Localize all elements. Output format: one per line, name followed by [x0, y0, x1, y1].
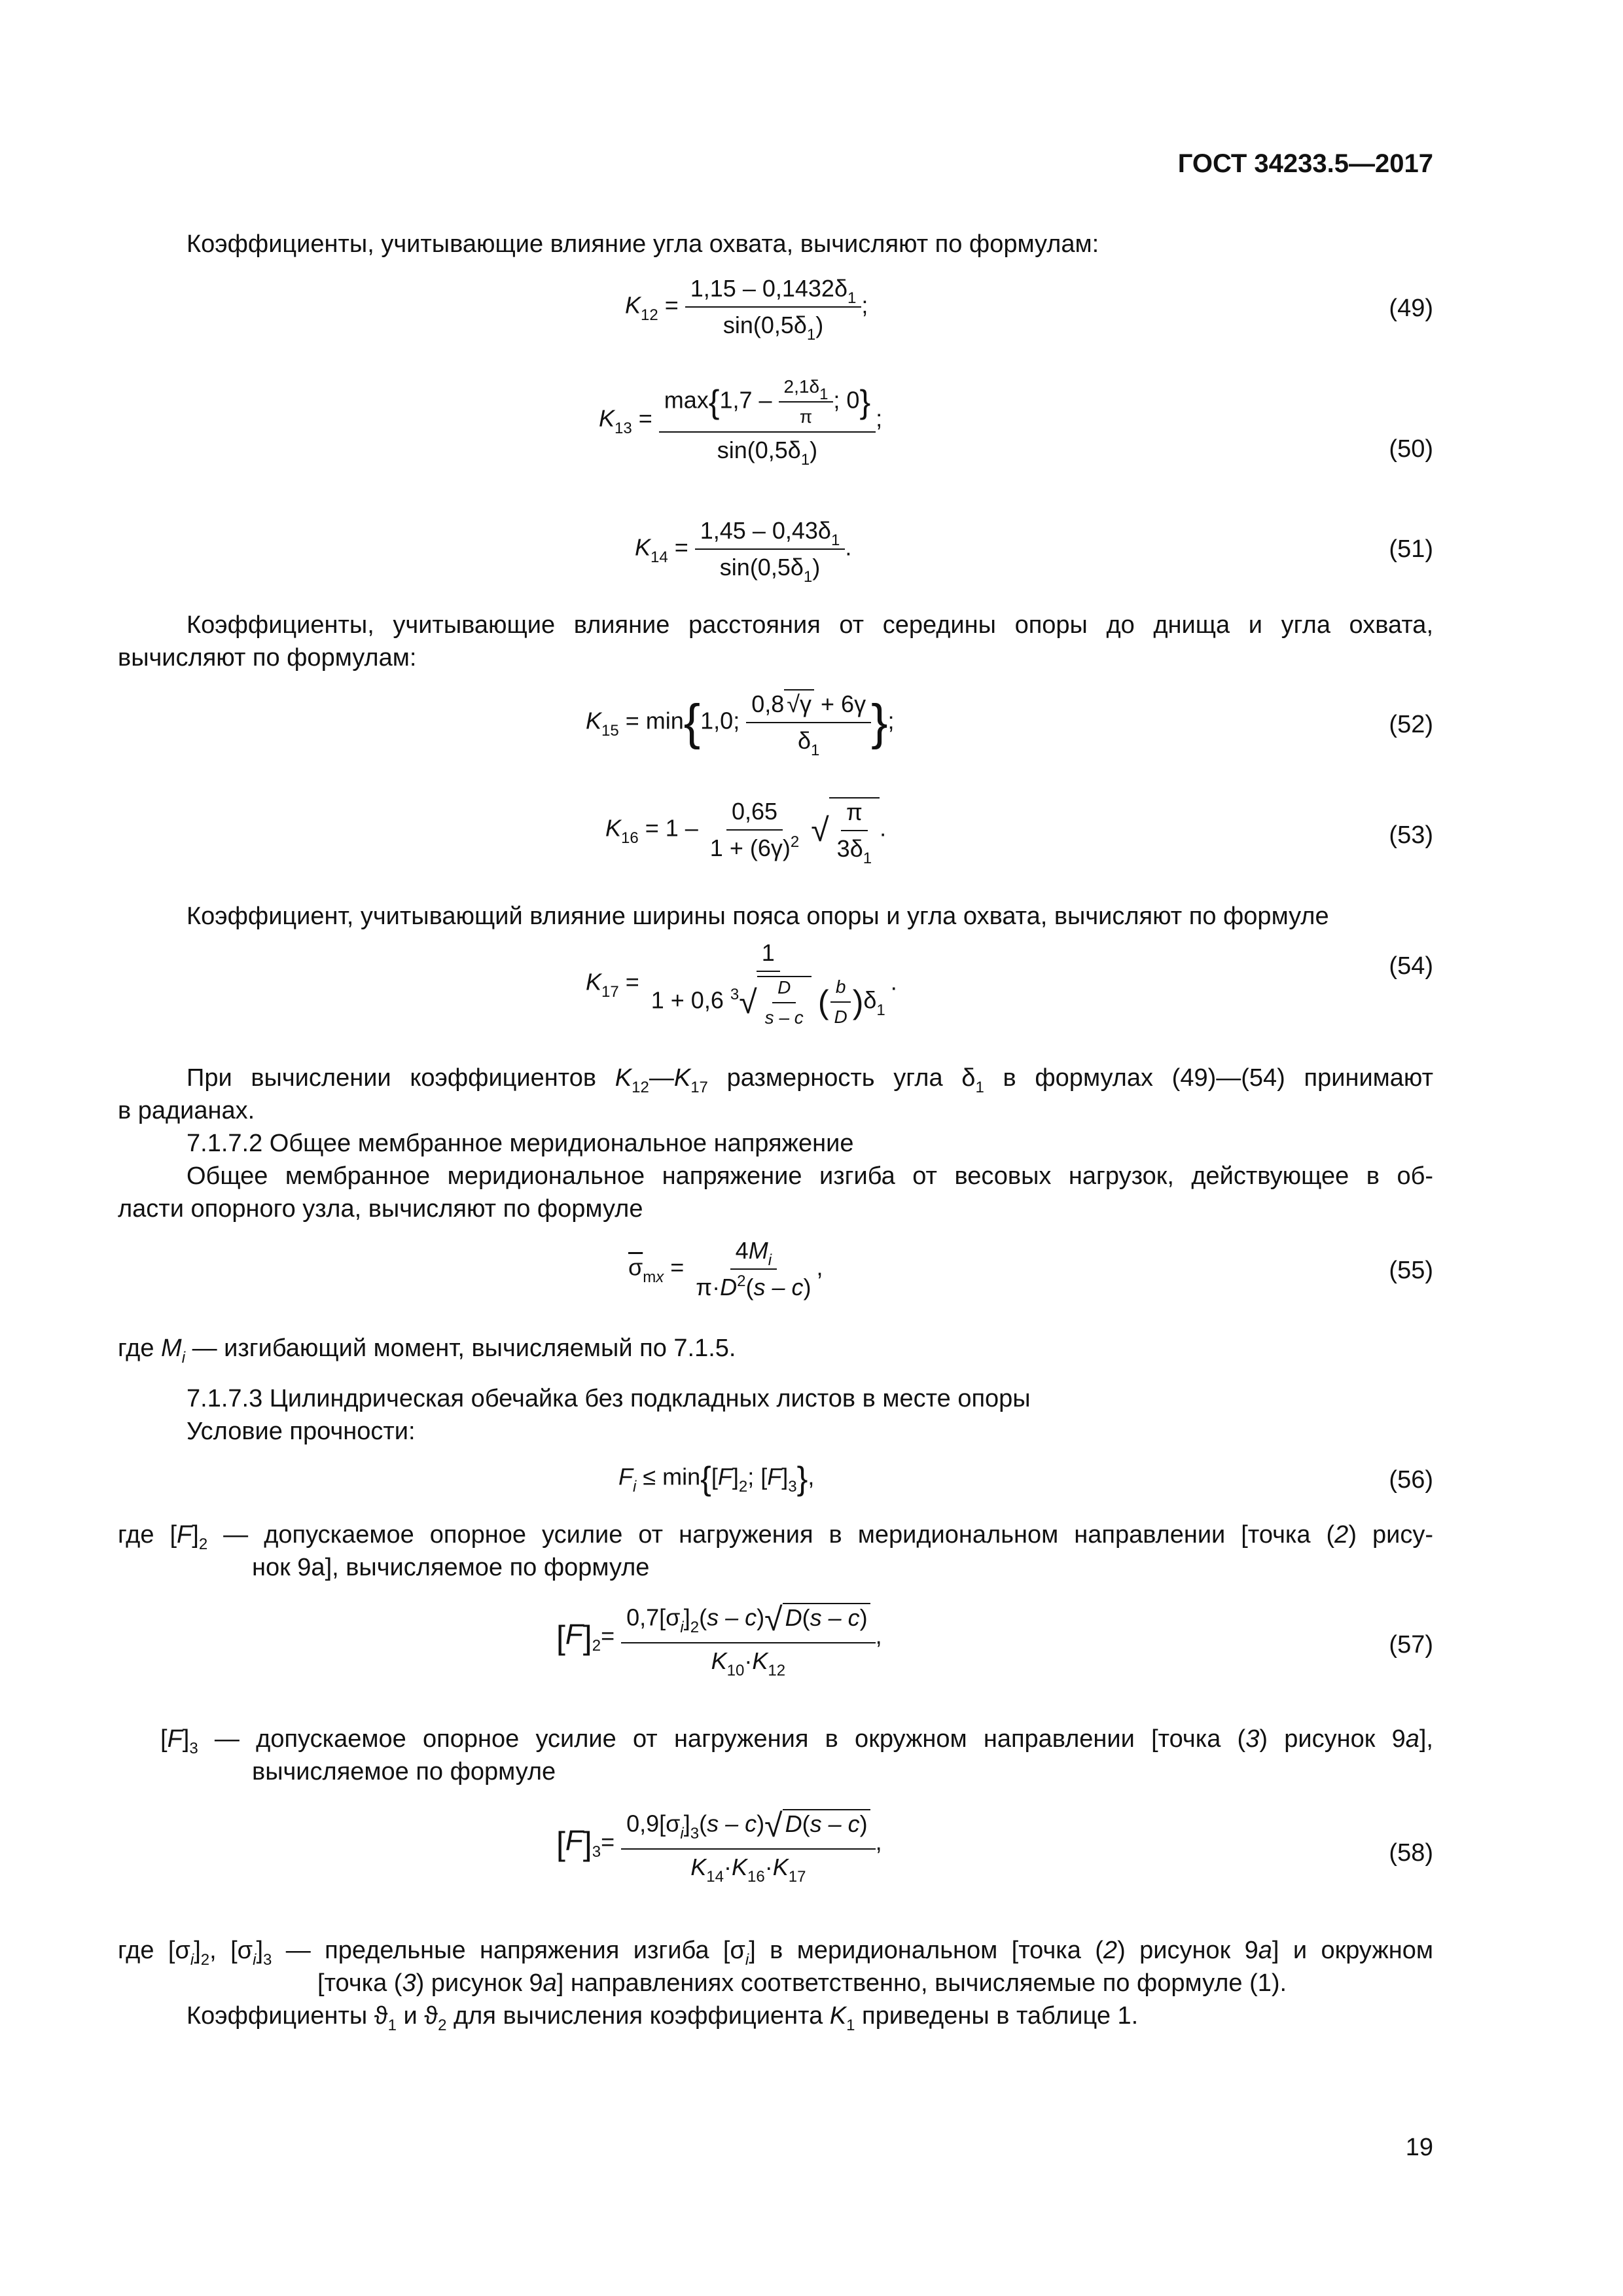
paragraph-radians-2: в радианах. — [118, 1097, 255, 1124]
paragraph-moment-definition: где $M_i$ — изгибающий момент, вычисляемый по 7.1.5. — [118, 1335, 736, 1367]
formula-56: $F_i \le \min\{[F]_2$; $[F]_3$}, — [618, 1460, 815, 1497]
equation-number-55: (55) — [1389, 1257, 1433, 1284]
paragraph-distance-coefficients-1: Коэффициенты, учитывающие влияние расстояния от середины опоры до днища и угла охвата, — [187, 611, 1433, 639]
formula-55: $\overline{\sigma}_{mx}$ = $\frac{4M_i}{\pi\cdot D^2(s - c)}$ , — [628, 1237, 823, 1300]
paragraph-membrane-stress-1: Общее мембранное меридиональное напряжение изгиба от весовых нагрузок, действующее в об- — [187, 1162, 1433, 1190]
equation-number-54: (54) — [1389, 952, 1433, 980]
paragraph-table-reference: Коэффициенты $ϑ_1$ и $ϑ_2$ для вычисления коэффициента $K_1$ приведены в таблице 1. — [187, 2002, 1139, 2034]
equation-number-57: (57) — [1389, 1631, 1433, 1659]
paragraph-stress-limits-1: где $[\sigma_i]_2$, $[\sigma_i]_3$ — предельные напряжения изгиба $[\sigma_i]$ в меридиональном [точка (2) рисунок 9а] и окружном — [118, 1937, 1434, 1969]
formula-49: $K_{12}$ = $\frac{1,15 - 0,1432\delta_1}{\sin(0,5\delta_1)}$ ; — [625, 275, 868, 344]
formula-57: $[F]_2=$ $\frac{0,7[\sigma_i]_2(s - c)√ D(s - c)}{K_{10}\cdot K_{12}}$ , — [556, 1601, 882, 1679]
paragraph-f3-definition-1: $[F]_3$ — допускаемое опорное усилие от нагружения в окружном направлении [точка (3) рисунок 9а], — [160, 1725, 1433, 1757]
equation-number-56: (56) — [1389, 1466, 1433, 1494]
paragraph-stress-limits-2: [точка (3) рисунок 9а] направлениях соответственно, вычисляемые по формуле (1). — [317, 1969, 1287, 1997]
equation-number-49: (49) — [1389, 295, 1433, 322]
formula-50: $K_{13}$ = max{1,7 – $\frac{2,1\delta 1}{\pi}$ ; 0} $\sin(0,5\delta_1)$ ; — [599, 376, 883, 469]
formula-51: $K_{14}$ = $\frac{1,45 - 0,43\delta_1}{\sin(0,5\delta_1)}$ . — [635, 517, 852, 586]
page-number: 19 — [1405, 2134, 1433, 2161]
formula-58: $[F]_3=$ $\frac{0,9[\sigma_i]_3(s - c)√ D(s - c)}{K_{14}\cdot K_{16}\cdot K_{17}}$ , — [556, 1807, 882, 1886]
standard-header: ГОСТ 34233.5—2017 — [1177, 149, 1433, 178]
section-heading-7-1-7-2: 7.1.7.2 Общее мембранное меридиональное напряжение — [187, 1130, 854, 1157]
paragraph-distance-coefficients-2: вычисляют по формулам: — [118, 644, 417, 672]
paragraph-membrane-stress-2: ласти опорного узла, вычисляют по формуле — [118, 1195, 643, 1223]
formula-53: $K_{16} = 1$ – $\frac{0,65}{1 + (6\gamma)^2}$ √ $\frac{\pi}{3\delta_1}$ . — [605, 798, 887, 867]
section-heading-7-1-7-3: 7.1.7.3 Цилиндрическая обечайка без подкладных листов в месте опоры — [187, 1385, 1031, 1412]
paragraph-f3-definition-2: вычисляемое по формуле — [252, 1758, 556, 1785]
paragraph-f2-definition-1: где $[F]_2$ — допускаемое опорное усилие от нагружения в меридиональном направлении [точка (2) рису- — [118, 1521, 1433, 1553]
equation-number-58: (58) — [1389, 1839, 1433, 1867]
equation-number-51: (51) — [1389, 535, 1433, 563]
equation-number-53: (53) — [1389, 821, 1433, 849]
paragraph-strength-condition: Условие прочности: — [187, 1418, 416, 1445]
paragraph-radians-1: При вычислении коэффициентов $K_{12}—K_{17}$ размерность угла $\delta_1$ в формулах (49)—(54) принимают — [187, 1064, 1433, 1096]
equation-number-52: (52) — [1389, 711, 1433, 738]
formula-52: $K_{15} = \min\{1,0$; $\frac{0,8 √\gamma + 6\gamma}{\delta_1}$ }; — [586, 691, 895, 759]
equation-number-50: (50) — [1389, 435, 1433, 463]
paragraph-angle-coefficients: Коэффициенты, учитывающие влияние угла охвата, вычисляют по формулам: — [187, 230, 1099, 258]
paragraph-width-coefficient: Коэффициент, учитывающий влияние ширины пояса опоры и угла охвата, вычисляют по формуле — [187, 903, 1329, 930]
paragraph-f2-definition-2: нок 9а], вычисляемое по формуле — [252, 1554, 650, 1581]
formula-54: $K_{17}$ = 1 1 + 0,6 $^3$√ $\frac{D}{s - c}$ ( $\frac{b}{D}$ )$\delta_1$ . — [586, 939, 897, 1028]
